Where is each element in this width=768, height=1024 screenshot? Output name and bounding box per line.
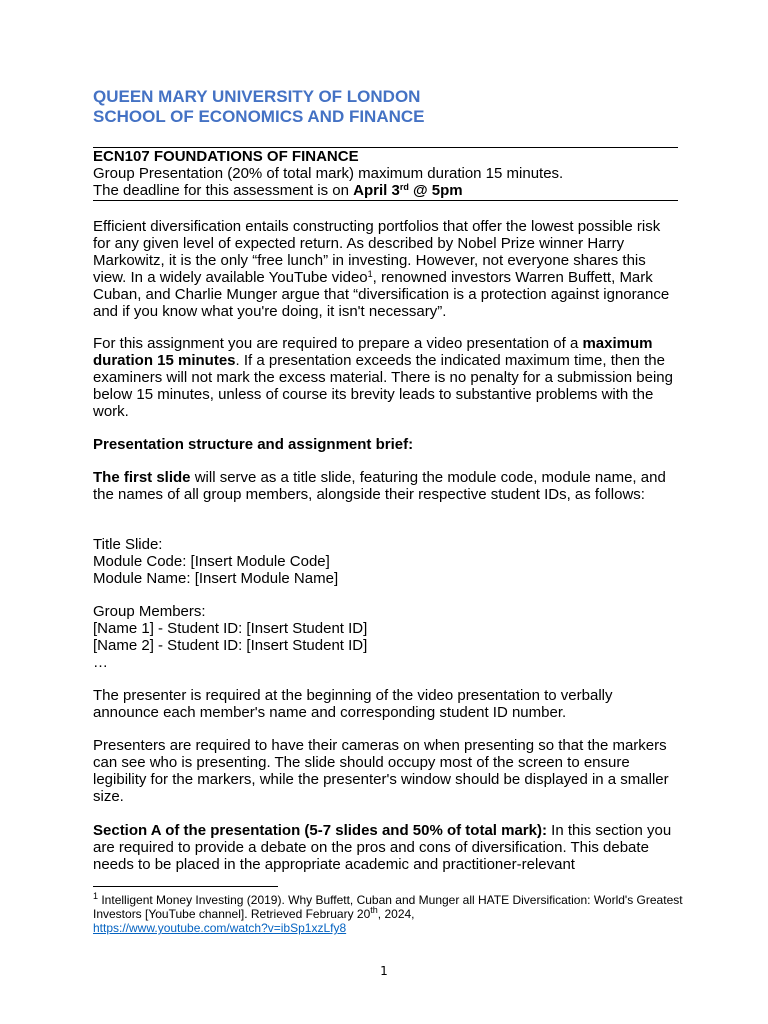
deadline-date: April 3 xyxy=(353,182,400,199)
paragraph-text: will serve as a title slide, featuring the module code, module name, and the names of all group members, alongside their respective student IDs, as follows: xyxy=(93,469,666,503)
title-slide-label: Title Slide: xyxy=(93,536,163,553)
paragraph-assignment xyxy=(93,335,678,420)
module-header xyxy=(93,148,678,199)
paragraph-text: For this assignment you are required to prepare a video presentation of a xyxy=(93,335,583,352)
deadline-date-suffix: rd xyxy=(399,182,409,192)
module-subtitle: Group Presentation (20% of total mark) maximum duration 15 minutes. xyxy=(93,165,564,182)
module-title: ECN107 FOUNDATIONS OF FINANCE xyxy=(93,148,359,165)
paragraph-text: Presenters are required to have their cameras on when presenting so that the markers can see who is presenting. The slide should occupy most of the screen to ensure legibility for the markers, while the presenter's window should be displayed in a smaller size. xyxy=(93,737,669,805)
school-name: SCHOOL OF ECONOMICS AND FINANCE xyxy=(93,107,425,126)
deadline-line xyxy=(93,182,678,199)
footnote-number: 1 xyxy=(93,891,99,901)
paragraph-bold: Section A of the presentation (5-7 slides and 50% of total mark): xyxy=(93,822,547,839)
module-code-line: Module Code: [Insert Module Code] xyxy=(93,553,330,570)
group-members-block xyxy=(93,603,678,671)
group-members-label: Group Members: xyxy=(93,603,206,620)
paragraph-text: The presenter is required at the beginning of the video presentation to verbally announce each member's name and corresponding student ID number. xyxy=(93,687,613,721)
footnote-separator xyxy=(93,886,278,887)
deadline-prefix: The deadline for this assessment is on xyxy=(93,182,354,199)
title-slide-block xyxy=(93,536,678,587)
member-ellipsis: … xyxy=(93,654,108,671)
youtube-link[interactable]: https://www.youtube.com/watch?v=ibSp1xzLfy8 xyxy=(93,921,347,935)
university-name: QUEEN MARY UNIVERSITY OF LONDON xyxy=(93,87,421,106)
footnote-text: , 2024, xyxy=(377,907,415,921)
member-line: [Name 1] - Student ID: [Insert Student ID] xyxy=(93,620,368,637)
structure-heading: Presentation structure and assignment brief: xyxy=(93,436,414,453)
footnote-date-suffix: th xyxy=(370,905,378,915)
paragraph-first-slide xyxy=(93,469,678,503)
deadline-time: @ 5pm xyxy=(408,182,463,199)
paragraph-bold: maximum duration 15 minutes xyxy=(93,335,653,369)
page-number: 1 xyxy=(380,964,388,978)
university-header xyxy=(93,87,425,127)
paragraph-text: . If a presentation exceeds the indicated maximum time, then the examiners will not mark the excess material. There is no penalty for a submission being below 15 minutes, unless of course its brevity leads to substantive problems with the work. xyxy=(93,352,673,420)
paragraph-diversification xyxy=(93,218,678,320)
paragraph-text: Efficient diversification entails constructing portfolios that offer the lowest possible risk for any given level of expected return. As described by Nobel Prize winner Harry Markowitz, it is the only “free lunch” in investing. However, not everyone shares this view. In a widely available YouTube video xyxy=(93,218,661,286)
paragraph-presenter xyxy=(93,687,678,721)
paragraph-text: , renowned investors Warren Buffett, Mark Cuban, and Charlie Munger argue that “diversification is a protection against ignorance and if you know what you're doing, it isn't necessary”. xyxy=(93,269,670,320)
header-bottom-rule xyxy=(93,200,678,201)
section-heading-structure xyxy=(93,436,678,453)
paragraph-bold: The first slide xyxy=(93,469,191,486)
paragraph-text: In this section you are required to provide a debate on the pros and cons of diversification. This debate needs to be placed in the appropriate academic and practitioner-relevant xyxy=(93,822,672,873)
footnote xyxy=(93,893,683,935)
member-line: [Name 2] - Student ID: [Insert Student ID] xyxy=(93,637,368,654)
footnote-ref: 1 xyxy=(367,269,373,279)
paragraph-cameras xyxy=(93,737,678,805)
paragraph-section-a xyxy=(93,822,678,873)
module-name-line: Module Name: [Insert Module Name] xyxy=(93,570,339,587)
footnote-text: Intelligent Money Investing (2019). Why Buffett, Cuban and Munger all HATE Diversification: World's Greatest Investors [YouTube channel]. Retrieved February 20 xyxy=(93,893,683,921)
